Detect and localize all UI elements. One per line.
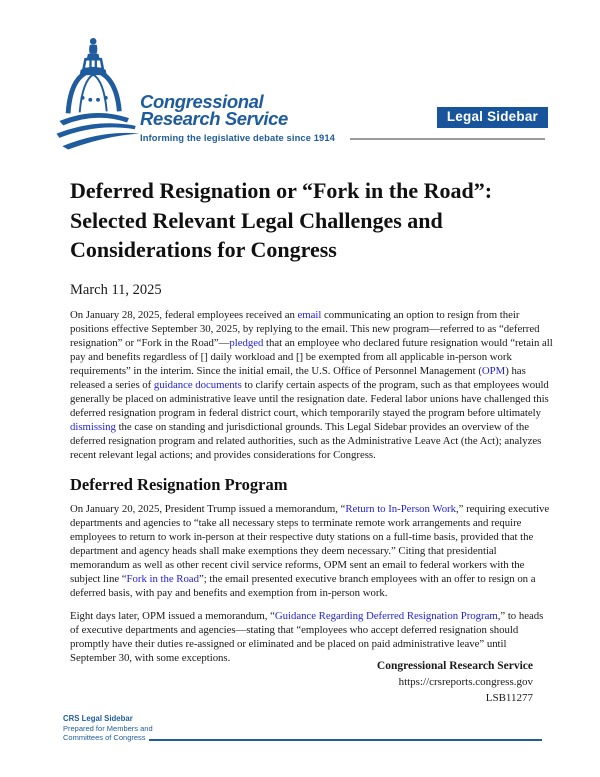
inline-link[interactable]: dismissing [70,420,116,433]
footer-org-name: Congressional Research Service [376,660,533,672]
logo-org-name [140,91,335,129]
inline-link[interactable]: Guidance Regarding Deferred Resignation Program [274,609,498,622]
title-line-1: Deferred Resignation or “Fork in the Road”: [70,178,493,203]
inline-link[interactable]: pledged [229,336,264,349]
inline-link[interactable]: email [297,308,322,321]
logo-org-line1: Congressional [140,91,264,112]
page-footer-left [63,714,153,743]
intro-paragraph: On January 28, 2025, federal employees received an email communicating an option to resign from their positions effective September 30, 2025, by replying to the email. This new program—referred to as “deferred resignation” or “Fork in the Road”—pledged that an employee who declared future resignation would “retain all pay and benefits regardless of [] daily workload and [] be exempted from all applicable in-person work requirements” in the interim. Since the initial email, the U.S. Office of Personnel Management (OPM) has released a series of guidance documents to clarify certain aspects of the program, such as that employees would generally be placed on administrative leave until the resignation date. Federal labor unions have challenged this deferred resignation program in federal district court, which temporarily stayed the program before ultimately dismissing the case on standing and jurisdictional grounds. This Legal Sidebar provides an overview of the deferred resignation program and related authorities, such as the Administrative Leave Act (the Act); analyzes recent relevant legal actions; and provides considerations for Congress. [70,308,553,461]
footer-prepared-line1: Prepared for Members and [63,723,153,733]
footer-report-url: https://crsreports.congress.gov [398,675,533,688]
body-paragraph: On January 20, 2025, President Trump issued a memorandum, “Return to In-Person Work,” requiring executive departments and agencies to “take all necessary steps to terminate remote work arrangements and require employees to return to work in-person at their respective duty stations on a full-time basis, provided that the department and agency heads shall make exemptions they deem necessary.” Citing that presidential memorandum as well as other recent civil service reforms, OPM sent an email to federal workers with the subject line “Fork in the Road”; the email presented executive branch employees with an offer to resign on a deferred basis, with pay and benefits and exemption from in-person work. [70,502,550,599]
body-paragraph: Eight days later, OPM issued a memorandum, “Guidance Regarding Deferred Resignation Program,” to heads of executive departments and agencies—stating that “employees who accept deferred resignation should promptly have their duties re-assigned or eliminated and be placed on paid administrative leave” until September 30, with some exceptions. [70,609,544,664]
section-heading: Deferred Resignation Program [70,474,288,494]
crs-logo-text [140,91,335,143]
inline-link[interactable]: Return to In-Person Work [345,502,456,515]
footer-prepared-line2: Committees of Congress [63,733,146,742]
inline-link[interactable]: OPM [481,364,506,377]
inline-link[interactable]: Fork in the Road [126,572,199,585]
inline-link[interactable]: guidance documents [153,378,242,391]
capitol-dome-icon [56,36,142,150]
document-body [70,176,554,674]
header-rule [350,138,545,140]
legal-sidebar-badge: Legal Sidebar [437,107,548,128]
page-footer-right [377,659,533,706]
document-title [70,176,554,265]
footer-rule [149,739,542,741]
footer-doc-id: LSB11277 [485,691,533,704]
title-line-3: Considerations for Congress [70,237,337,263]
document-date: March 11, 2025 [70,281,162,298]
logo-tagline: Informing the legislative debate since 1914 [140,131,335,143]
logo-org-line2: Research Service [140,107,288,129]
title-line-2: Selected Relevant Legal Challenges and [70,207,443,233]
footer-product-type: CRS Legal Sidebar [63,714,133,723]
